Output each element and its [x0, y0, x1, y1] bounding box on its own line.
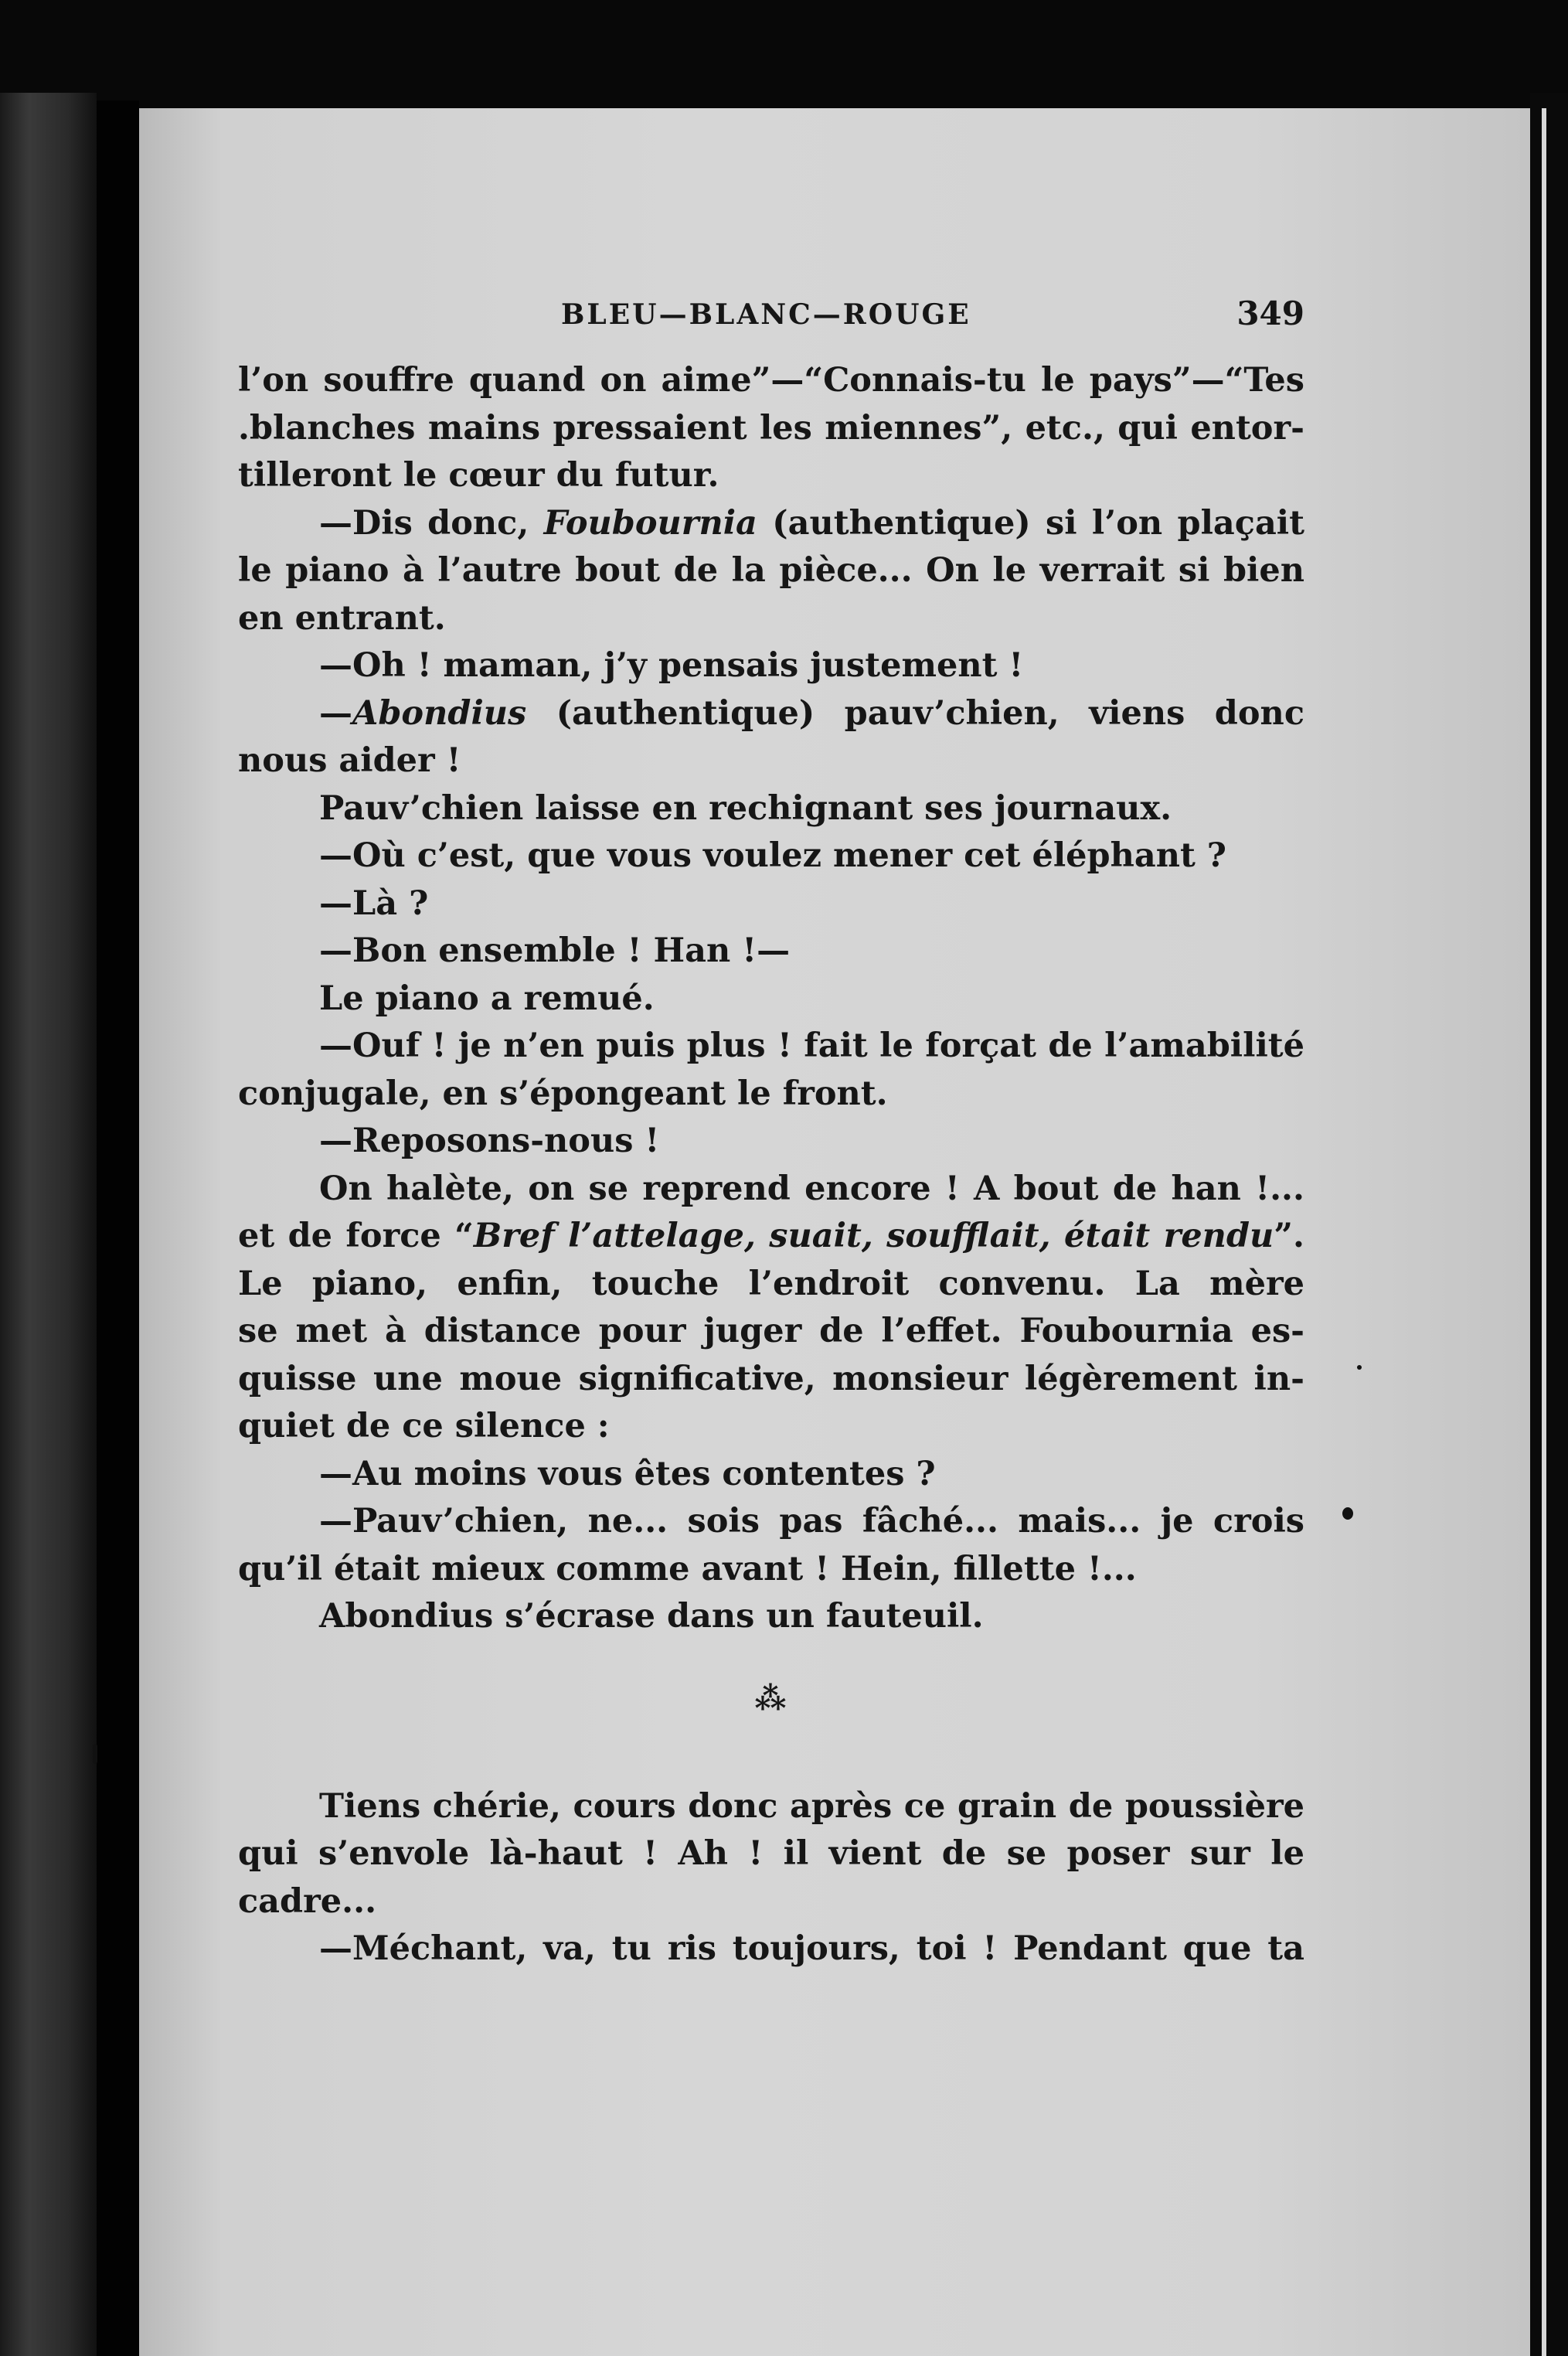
ink-speck [1357, 1365, 1362, 1370]
book-gutter [97, 100, 139, 2356]
text-fragment: (authentique) si l’on plaçait [757, 503, 1305, 543]
text-line: le piano à l’autre bout de la pièce... On le verrait si bien [238, 551, 1304, 590]
page-header [238, 295, 1304, 357]
text-line: —Pauv’chien, ne... sois pas fâché... mais... je crois [319, 1502, 1304, 1541]
right-border [1530, 93, 1568, 2356]
right-page-edge-line [1542, 108, 1546, 2356]
body-text [238, 357, 1304, 1641]
text-line: cadre... [238, 1881, 377, 1921]
text-line: qu’il était mieux comme avant ! Hein, fillette !... [238, 1549, 1137, 1588]
text-line: conjugale, en s’épongeant le front. [238, 1074, 888, 1113]
page-number: 349 [1236, 294, 1304, 332]
left-page-edge [0, 93, 97, 2356]
italic-text: Abondius [352, 693, 527, 733]
ink-speck [1342, 1507, 1353, 1520]
page-text [238, 295, 1304, 1973]
text-line: —Bon ensemble ! Han !— [319, 931, 791, 970]
text-line [238, 690, 1304, 738]
text-line: On halète, on se reprend encore ! A bout de han !... [319, 1169, 1304, 1208]
text-line: l’on souffre quand on aime”—“Connais-tu le pays”—“Tes [238, 361, 1304, 400]
text-line: —Ouf ! je n’en puis plus ! fait le forçat de l’amabilité [319, 1026, 1304, 1065]
text-line: Abondius s’écrase dans un fauteuil. [319, 1597, 984, 1636]
text-fragment: et de force “ [238, 1217, 474, 1255]
text-line: quisse une moue significative, monsieur légèrement in- [238, 1359, 1304, 1398]
text-line: Tiens chérie, cours donc après ce grain de poussière [319, 1786, 1304, 1826]
text-line: qui s’envole là-haut ! Ah ! il vient de se poser sur le [238, 1834, 1304, 1873]
text-fragment: ”. [1274, 1217, 1304, 1255]
text-line [238, 500, 1304, 548]
italic-text: Foubournia [543, 503, 757, 543]
italic-text: Bref l’attelage, suait, soufflait, était rendu [473, 1217, 1274, 1255]
text-line: —Où c’est, que vous voulez mener cet éléphant ? [319, 836, 1226, 875]
text-line: —Méchant, va, tu ris toujours, toi ! Pendant que ta [319, 1929, 1304, 1968]
text-line: Le piano a remué. [319, 979, 655, 1018]
text-line: .blanches mains pressaient les miennes”, etc., qui entor- [238, 408, 1304, 448]
running-title: BLEU—BLANC—ROUGE [561, 298, 971, 331]
text-line: nous aider ! [238, 741, 461, 780]
text-line: Le piano, enfin, touche l’endroit convenu. La mère [238, 1264, 1304, 1303]
text-fragment: —Dis donc, [319, 503, 544, 543]
text-fragment: (authentique) pauv’chien, viens donc [526, 693, 1304, 733]
text-fragment: — [319, 693, 352, 733]
text-line: Pauv’chien laisse en rechignant ses journaux. [319, 788, 1172, 828]
text-line: en entrant. [238, 598, 446, 638]
text-line: se met à distance pour juger de l’effet. Foubournia es- [238, 1312, 1304, 1350]
ink-speck [93, 1744, 97, 1764]
text-line: quiet de ce silence : [238, 1407, 610, 1445]
text-line: —Là ? [319, 884, 429, 923]
text-line: —Reposons-nous ! [319, 1122, 660, 1160]
text-line: tilleront le cœur du futur. [238, 456, 719, 495]
asterism-separator: ⁂ [754, 1680, 788, 1717]
text-line [238, 1213, 1304, 1261]
body-text-continued [238, 1783, 1304, 1973]
text-line: —Oh ! maman, j’y pensais justement ! [319, 646, 1024, 685]
text-line: —Au moins vous êtes contentes ? [319, 1454, 936, 1493]
